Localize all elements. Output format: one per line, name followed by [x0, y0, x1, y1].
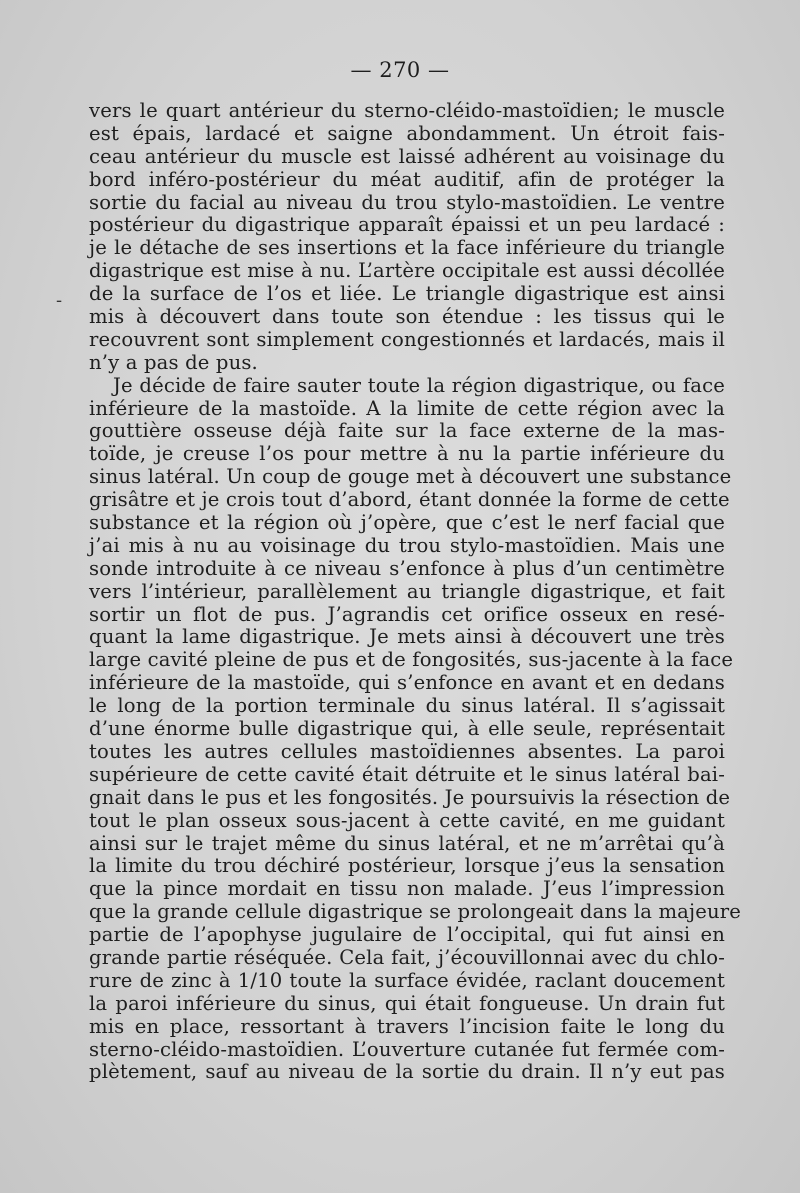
text-line: gouttière osseuse déjà faite sur la face externe de la mas-	[89, 419, 725, 443]
text-line: la paroi inférieure du sinus, qui était fongueuse. Un drain fut	[89, 991, 725, 1015]
text-line: bord inféro-postérieur du méat auditif, afin de protéger la	[89, 167, 725, 191]
text-line: rure de zinc à 1/10 toute la surface évidée, raclant doucement	[89, 968, 725, 992]
text-line: digastrique est mise à nu. L’artère occipitale est aussi décollée	[89, 259, 725, 283]
text-line: large cavité pleine de pus et de fongosités, sus-jacente à la face	[89, 648, 734, 672]
text-line: Je décide de faire sauter toute la région digastrique, ou face	[113, 373, 725, 397]
text-line: d’une énorme bulle digastrique qui, à elle seule, représentait	[89, 717, 725, 741]
text-line: vers le quart antérieur du sterno-cléido-mastoïdien; le muscle	[89, 99, 725, 122]
text-line: plètement, sauf au niveau de la sortie du drain. Il n’y eut pas	[89, 1060, 725, 1084]
text-line: ceau antérieur du muscle est laissé adhérent au voisinage du	[89, 144, 725, 168]
text-line: de la surface de l’os et liée. Le triangle digastrique est ainsi	[89, 282, 725, 306]
text-line: grisâtre et je crois tout d’abord, étant donnée la forme de cette	[89, 488, 730, 512]
text-line: ainsi sur le trajet même du sinus latéral, et ne m’arrêtai qu’à	[89, 831, 725, 855]
text-line: mis en place, ressortant à travers l’incision faite le long du	[89, 1014, 725, 1038]
body-text	[89, 99, 742, 1084]
text-line: la limite du trou déchiré postérieur, lorsque j’eus la sensation	[89, 854, 725, 878]
text-line: partie de l’apophyse jugulaire de l’occipital, qui fut ainsi en	[89, 923, 725, 947]
text-line: inférieure de la mastoïde. A la limite de cette région avec la	[89, 396, 725, 420]
text-line: inférieure de la mastoïde, qui s’enfonce en avant et en dedans	[89, 671, 725, 695]
page-number: — 270 —	[350, 58, 450, 82]
text-line: postérieur du digastrique apparaît épaissi et un peu lardacé :	[89, 213, 725, 237]
text-line: sortir un flot de pus. J’agrandis cet orifice osseux en resé-	[89, 602, 725, 626]
text-line: sinus latéral. Un coup de gouge met à découvert une substance	[89, 465, 732, 489]
text-line: que la grande cellule digastrique se prolongeait dans la majeure	[89, 900, 742, 924]
text-line: gnait dans le pus et les fongosités. Je poursuivis la résection de	[89, 785, 731, 809]
text-line: je le détache de ses insertions et la face inférieure du triangle	[89, 236, 725, 260]
text-line: sortie du facial au niveau du trou stylo-mastoïdien. Le ventre	[89, 190, 725, 214]
text-line: que la pince mordait en tissu non malade. J’eus l’impression	[89, 877, 725, 901]
text-line: quant la lame digastrique. Je mets ainsi à découvert une très	[89, 625, 725, 649]
text-line: vers l’intérieur, parallèlement au triangle digastrique, et fait	[89, 579, 725, 603]
text-line: mis à découvert dans toute son étendue : les tissus qui le	[89, 305, 725, 329]
text-line: tout le plan osseux sous-jacent à cette cavité, en me guidant	[89, 808, 725, 832]
margin-mark: -	[56, 290, 63, 311]
text-line: substance et la région où j’opère, que c’est le nerf facial que	[89, 511, 725, 535]
text-line: le long de la portion terminale du sinus latéral. Il s’agissait	[89, 694, 725, 718]
text-line: j’ai mis à nu au voisinage du trou stylo-mastoïdien. Mais une	[89, 533, 725, 557]
text-line: sterno-cléido-mastoïdien. L’ouverture cutanée fut fermée com-	[89, 1037, 725, 1061]
text-line: n’y a pas de pus.	[89, 350, 258, 374]
text-line: toïde, je creuse l’os pour mettre à nu la partie inférieure du	[89, 442, 725, 466]
text-line: recouvrent sont simplement congestionnés et lardacés, mais il	[89, 327, 725, 351]
text-line: sonde introduite à ce niveau s’enfonce à plus d’un centimètre	[89, 556, 725, 580]
text-line: supérieure de cette cavité était détruite et le sinus latéral bai-	[89, 762, 725, 786]
text-line: grande partie réséquée. Cela fait, j’écouvillonnai avec du chlo-	[89, 945, 725, 969]
text-line: est épais, lardacé et saigne abondamment. Un étroit fais-	[89, 121, 725, 145]
text-line: toutes les autres cellules mastoïdiennes absentes. La paroi	[89, 739, 725, 763]
